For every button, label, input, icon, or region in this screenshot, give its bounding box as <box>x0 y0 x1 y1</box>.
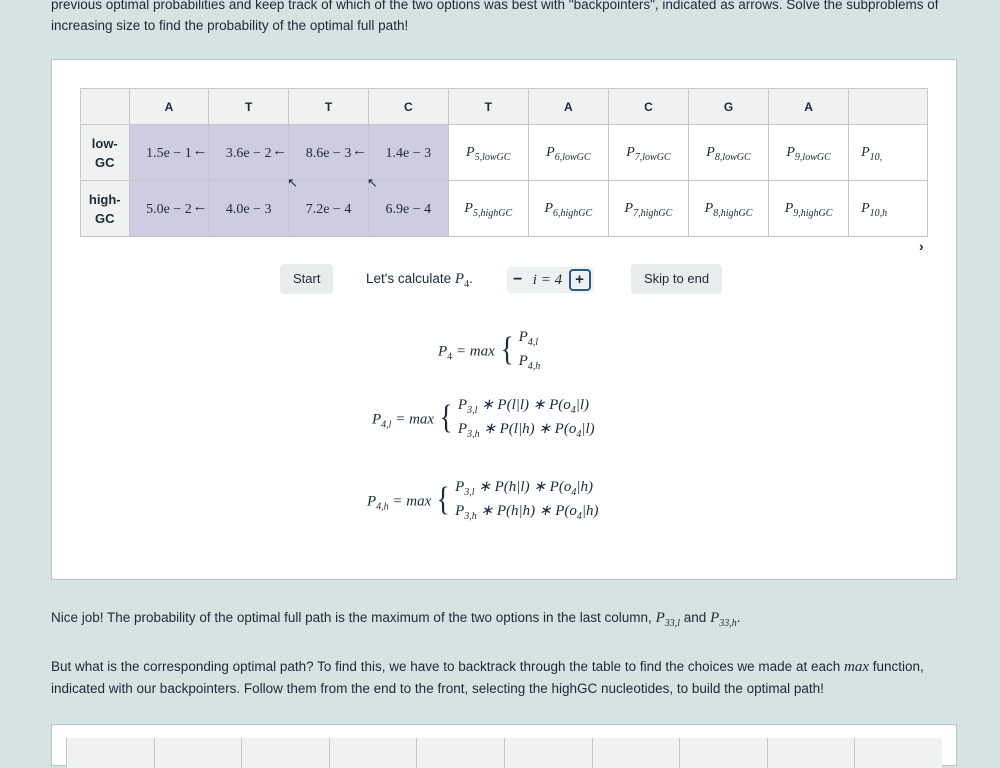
viterbi-table-scroll[interactable] <box>80 88 928 237</box>
table-row-low-gc <box>81 125 928 181</box>
equation-p4-low: $P_{4,l} = \max$ { $P_{3,l}$ ∗ P(l|l) ∗ $P(o_4|l)$ $P_{3,h}$ ∗ P(l|h) ∗ $P(o_4|l)$ <box>372 397 595 440</box>
row-label-high-gc: high- GC <box>81 181 130 237</box>
start-button[interactable]: Start <box>280 264 333 294</box>
backtrack-table-header <box>66 738 942 768</box>
value-cell: ← 4.0e − 3 <box>209 181 289 237</box>
col-header: C <box>608 89 688 125</box>
diagonal-arrow-icon: ↖ <box>287 175 299 190</box>
row-label-low-gc: low- GC <box>81 125 130 181</box>
intro-line-2: increasing size to find the probability of the optimal full path! <box>51 18 409 33</box>
viterbi-table <box>80 88 928 237</box>
equation-p4: $P_4 = \max$ { $P_{4,l}$ $P_{4,h}$ <box>438 329 541 372</box>
intro-line-1: previous optimal probabilities and keep track of which of the two options was best with "backpointers", indicated as arrows. Solve the subproblems of <box>51 0 939 12</box>
col-header: A <box>528 89 608 125</box>
symbol-cell: $P_{10,h}$ <box>849 181 928 237</box>
symbol-cell: $P_{8,lowGC}$ <box>688 125 768 181</box>
symbol-cell: $P_{9,lowGC}$ <box>769 125 849 181</box>
symbol-cell: $P_{10,}$ <box>849 125 928 181</box>
left-arrow-icon: ← <box>272 142 288 159</box>
symbol-cell: $P_{7,lowGC}$ <box>608 125 688 181</box>
value-cell: ← 1.4e − 3 <box>368 125 448 181</box>
value-cell: ← 3.6e − 2 <box>209 125 289 181</box>
diagonal-arrow-icon: ↖ <box>366 175 378 190</box>
controls-bar <box>52 264 956 296</box>
value-cell: ↖ 6.9e − 4 <box>368 181 448 237</box>
intro-text <box>51 0 971 36</box>
viterbi-panel <box>51 59 957 580</box>
skip-to-end-button[interactable]: Skip to end <box>631 264 722 294</box>
step-stepper <box>507 267 594 293</box>
value-cell: 5.0e − 2 <box>129 181 209 237</box>
decrement-button[interactable]: − <box>513 271 523 288</box>
col-header: T <box>448 89 528 125</box>
left-arrow-icon: ← <box>351 142 367 159</box>
equation-p4-high: $P_{4,h} = \max$ { $P_{3,l}$ ∗ P(h|l) ∗ $P(o_4|h)$ $P_{3,h}$ ∗ P(h|h) ∗ $P(o_4|h)$ <box>367 479 599 522</box>
increment-button[interactable]: + <box>569 269 591 291</box>
symbol-cell: $P_{8,highGC}$ <box>688 181 768 237</box>
col-header: T <box>289 89 369 125</box>
symbol-cell: $P_{9,highGC}$ <box>769 181 849 237</box>
step-value: i = 4 <box>532 272 563 288</box>
table-row-high-gc <box>81 181 928 237</box>
value-cell: ↖ 7.2e − 4 <box>289 181 369 237</box>
col-header: C <box>368 89 448 125</box>
left-arrow-icon: ← <box>192 142 208 159</box>
symbol-cell: $P_{7,highGC}$ <box>608 181 688 237</box>
backtrack-paragraph: But what is the corresponding optimal path? To find this, we have to backtrack through the table to find the choices we made at each max function, indicated with our backpointers. Follow them from the end to the front, selecting the highGC nucleotides, to build the optimal path! <box>51 659 924 696</box>
calculation-label: Let's calculate $P_4$. <box>366 271 473 290</box>
col-header: T <box>209 89 289 125</box>
corner-cell <box>81 89 130 125</box>
col-header: A <box>769 89 849 125</box>
symbol-cell: $P_{5,highGC}$ <box>448 181 528 237</box>
symbol-cell: $P_{5,lowGC}$ <box>448 125 528 181</box>
backtrack-panel <box>51 724 957 766</box>
symbol-cell: $P_{6,lowGC}$ <box>528 125 608 181</box>
value-cell: ← 8.6e − 3 <box>289 125 369 181</box>
scroll-right-icon[interactable]: › <box>919 238 924 254</box>
symbol-cell: $P_{6,highGC}$ <box>528 181 608 237</box>
value-cell: 1.5e − 1 <box>129 125 209 181</box>
col-header: A <box>129 89 209 125</box>
left-arrow-icon: ← <box>192 198 208 215</box>
col-header <box>849 89 928 125</box>
result-paragraph: Nice job! The probability of the optimal full path is the maximum of the two options in the last column, $P_{33,l}$ and $P_{33,h}$. <box>51 610 741 629</box>
col-header: G <box>688 89 768 125</box>
